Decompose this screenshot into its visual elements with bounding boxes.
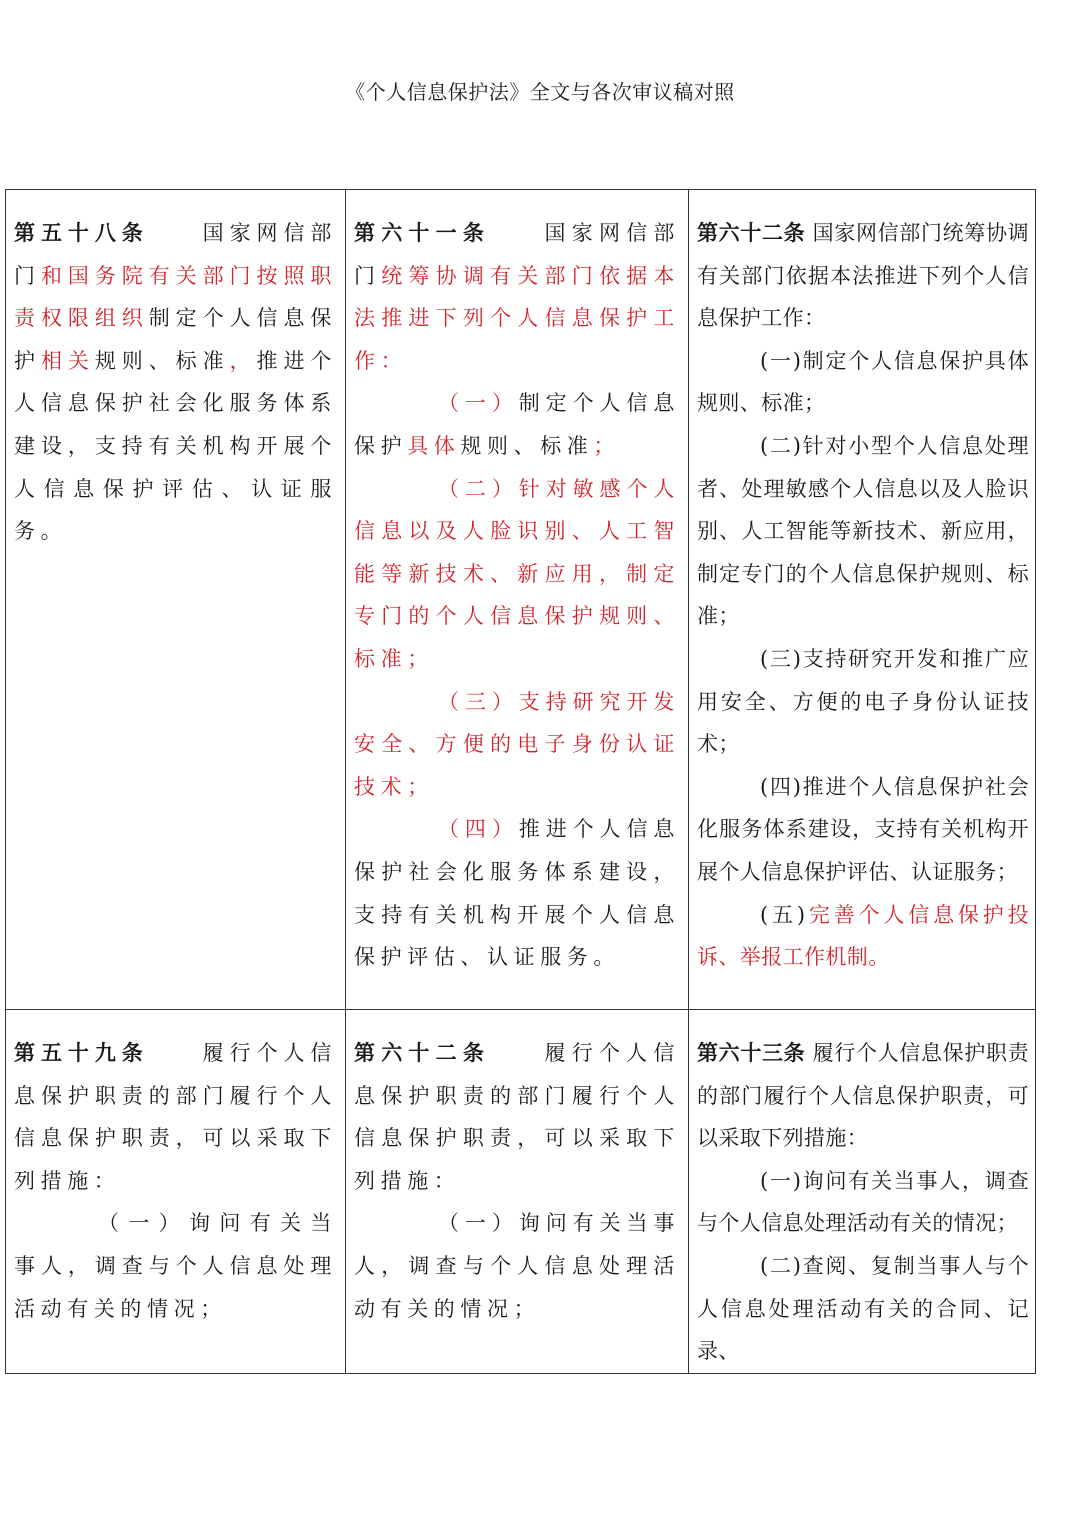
list-item: （一）询问有关当事人，调查与个人信息处理活动有关的情况； <box>354 1211 680 1321</box>
list-item: (四)推进个人信息保护社会化服务体系建设，支持有关机构开展个人信息保护评估、认证服务； <box>697 774 1029 884</box>
text-span: 制定个人信息保护 <box>14 306 338 373</box>
article-number: 第六十二条 <box>697 220 806 245</box>
changed-text: 具体 <box>407 433 461 458</box>
article-paragraph <box>14 1032 337 1202</box>
text-span: 履行个人信息保护职责的部门履行个人信息保护职责，可以采取下列措施： <box>354 1041 681 1193</box>
list-item: (二)针对小型个人信息处理者、处理敏感个人信息以及人脸识别、人工智能等新技术、新应用，制定专门的个人信息保护规则、标准； <box>697 433 1029 629</box>
article-number: 第六十二条 <box>354 1040 491 1065</box>
list-item <box>697 894 1029 979</box>
final-law-cell <box>689 190 1036 1010</box>
article-number: 第五十九条 <box>14 1040 149 1065</box>
list-item: （一）询问有关当事人，调查与个人信息处理活动有关的情况； <box>14 1211 337 1321</box>
table-row <box>6 190 1036 1010</box>
changed-text: 和国务院有关部门按照职责权限组织 <box>14 263 337 331</box>
text-span: 规则、标准 <box>460 433 594 458</box>
text-span: 规则、标准 <box>94 348 230 373</box>
list-item: (一)询问有关当事人，调查与个人信息处理活动有关的情况； <box>697 1168 1029 1236</box>
article-number: 第六十三条 <box>697 1040 806 1065</box>
list-item: （二）针对敏感个人信息以及人脸识别、人工智能等新技术、新应用，制定专门的个人信息保护规则、标准； <box>354 476 680 671</box>
article-number: 第六十一条 <box>354 220 491 245</box>
page-title: 《个人信息保护法》全文与各次审议稿对照 <box>345 80 735 104</box>
final-law-cell <box>689 1010 1036 1374</box>
list-item <box>354 382 680 467</box>
changed-text: （四） <box>438 817 519 842</box>
changed-text: （一） <box>438 391 519 416</box>
changed-text: 相关 <box>40 348 95 373</box>
changed-text: 统筹协调有关部门依据本法推进下列个人信息保护工作： <box>354 263 680 373</box>
changed-text: ， <box>229 348 257 373</box>
comparison-table <box>5 189 1036 1374</box>
draft2-cell <box>346 190 689 1010</box>
article-number: 第五十八条 <box>14 220 149 245</box>
draft1-cell <box>6 1010 346 1374</box>
draft1-cell <box>6 190 346 1010</box>
text-span: 国家网信部门 <box>14 221 338 288</box>
text-span: (五) <box>760 902 806 927</box>
list-item: (一)制定个人信息保护具体规则、标准； <box>697 348 1029 416</box>
article-paragraph <box>14 212 337 553</box>
text-span: 履行个人信息保护职责的部门履行个人信息保护职责，可以采取下列措施： <box>697 1041 1030 1151</box>
list-item: (三)支持研究开发和推广应用安全、方便的电子身份认证技术； <box>697 646 1029 757</box>
text-span: 推进个人信息保护社会化服务体系建设，支持有关机构开展个人信息保护评估、认证服务。 <box>14 348 338 544</box>
text-span: 国家网信部门 <box>354 221 681 288</box>
text-span: 履行个人信息保护职责的部门履行个人信息保护职责，可以采取下列措施： <box>14 1041 338 1193</box>
list-item: （三）支持研究开发安全、方便的电子身份认证技术； <box>354 689 680 799</box>
text-span: 制定个人信息保护 <box>354 391 680 458</box>
table-row <box>6 1010 1036 1374</box>
changed-text: 完善个人信息保护投诉、举报工作机制。 <box>697 902 1029 970</box>
text-span: 推进个人信息保护社会化服务体系建设，支持有关机构开展个人信息保护评估、认证服务。 <box>354 817 680 970</box>
article-paragraph <box>697 212 1029 340</box>
article-paragraph <box>354 212 680 382</box>
draft2-cell <box>346 1010 689 1374</box>
article-paragraph <box>354 1032 680 1202</box>
article-paragraph <box>697 1032 1029 1160</box>
list-item: (二)查阅、复制当事人与个人信息处理活动有关的合同、记录、 <box>697 1253 1029 1364</box>
text-span: 国家网信部门统筹协调有关部门依据本法推进下列个人信息保护工作： <box>697 221 1030 331</box>
changed-text: ； <box>593 433 621 458</box>
list-item <box>354 808 680 978</box>
